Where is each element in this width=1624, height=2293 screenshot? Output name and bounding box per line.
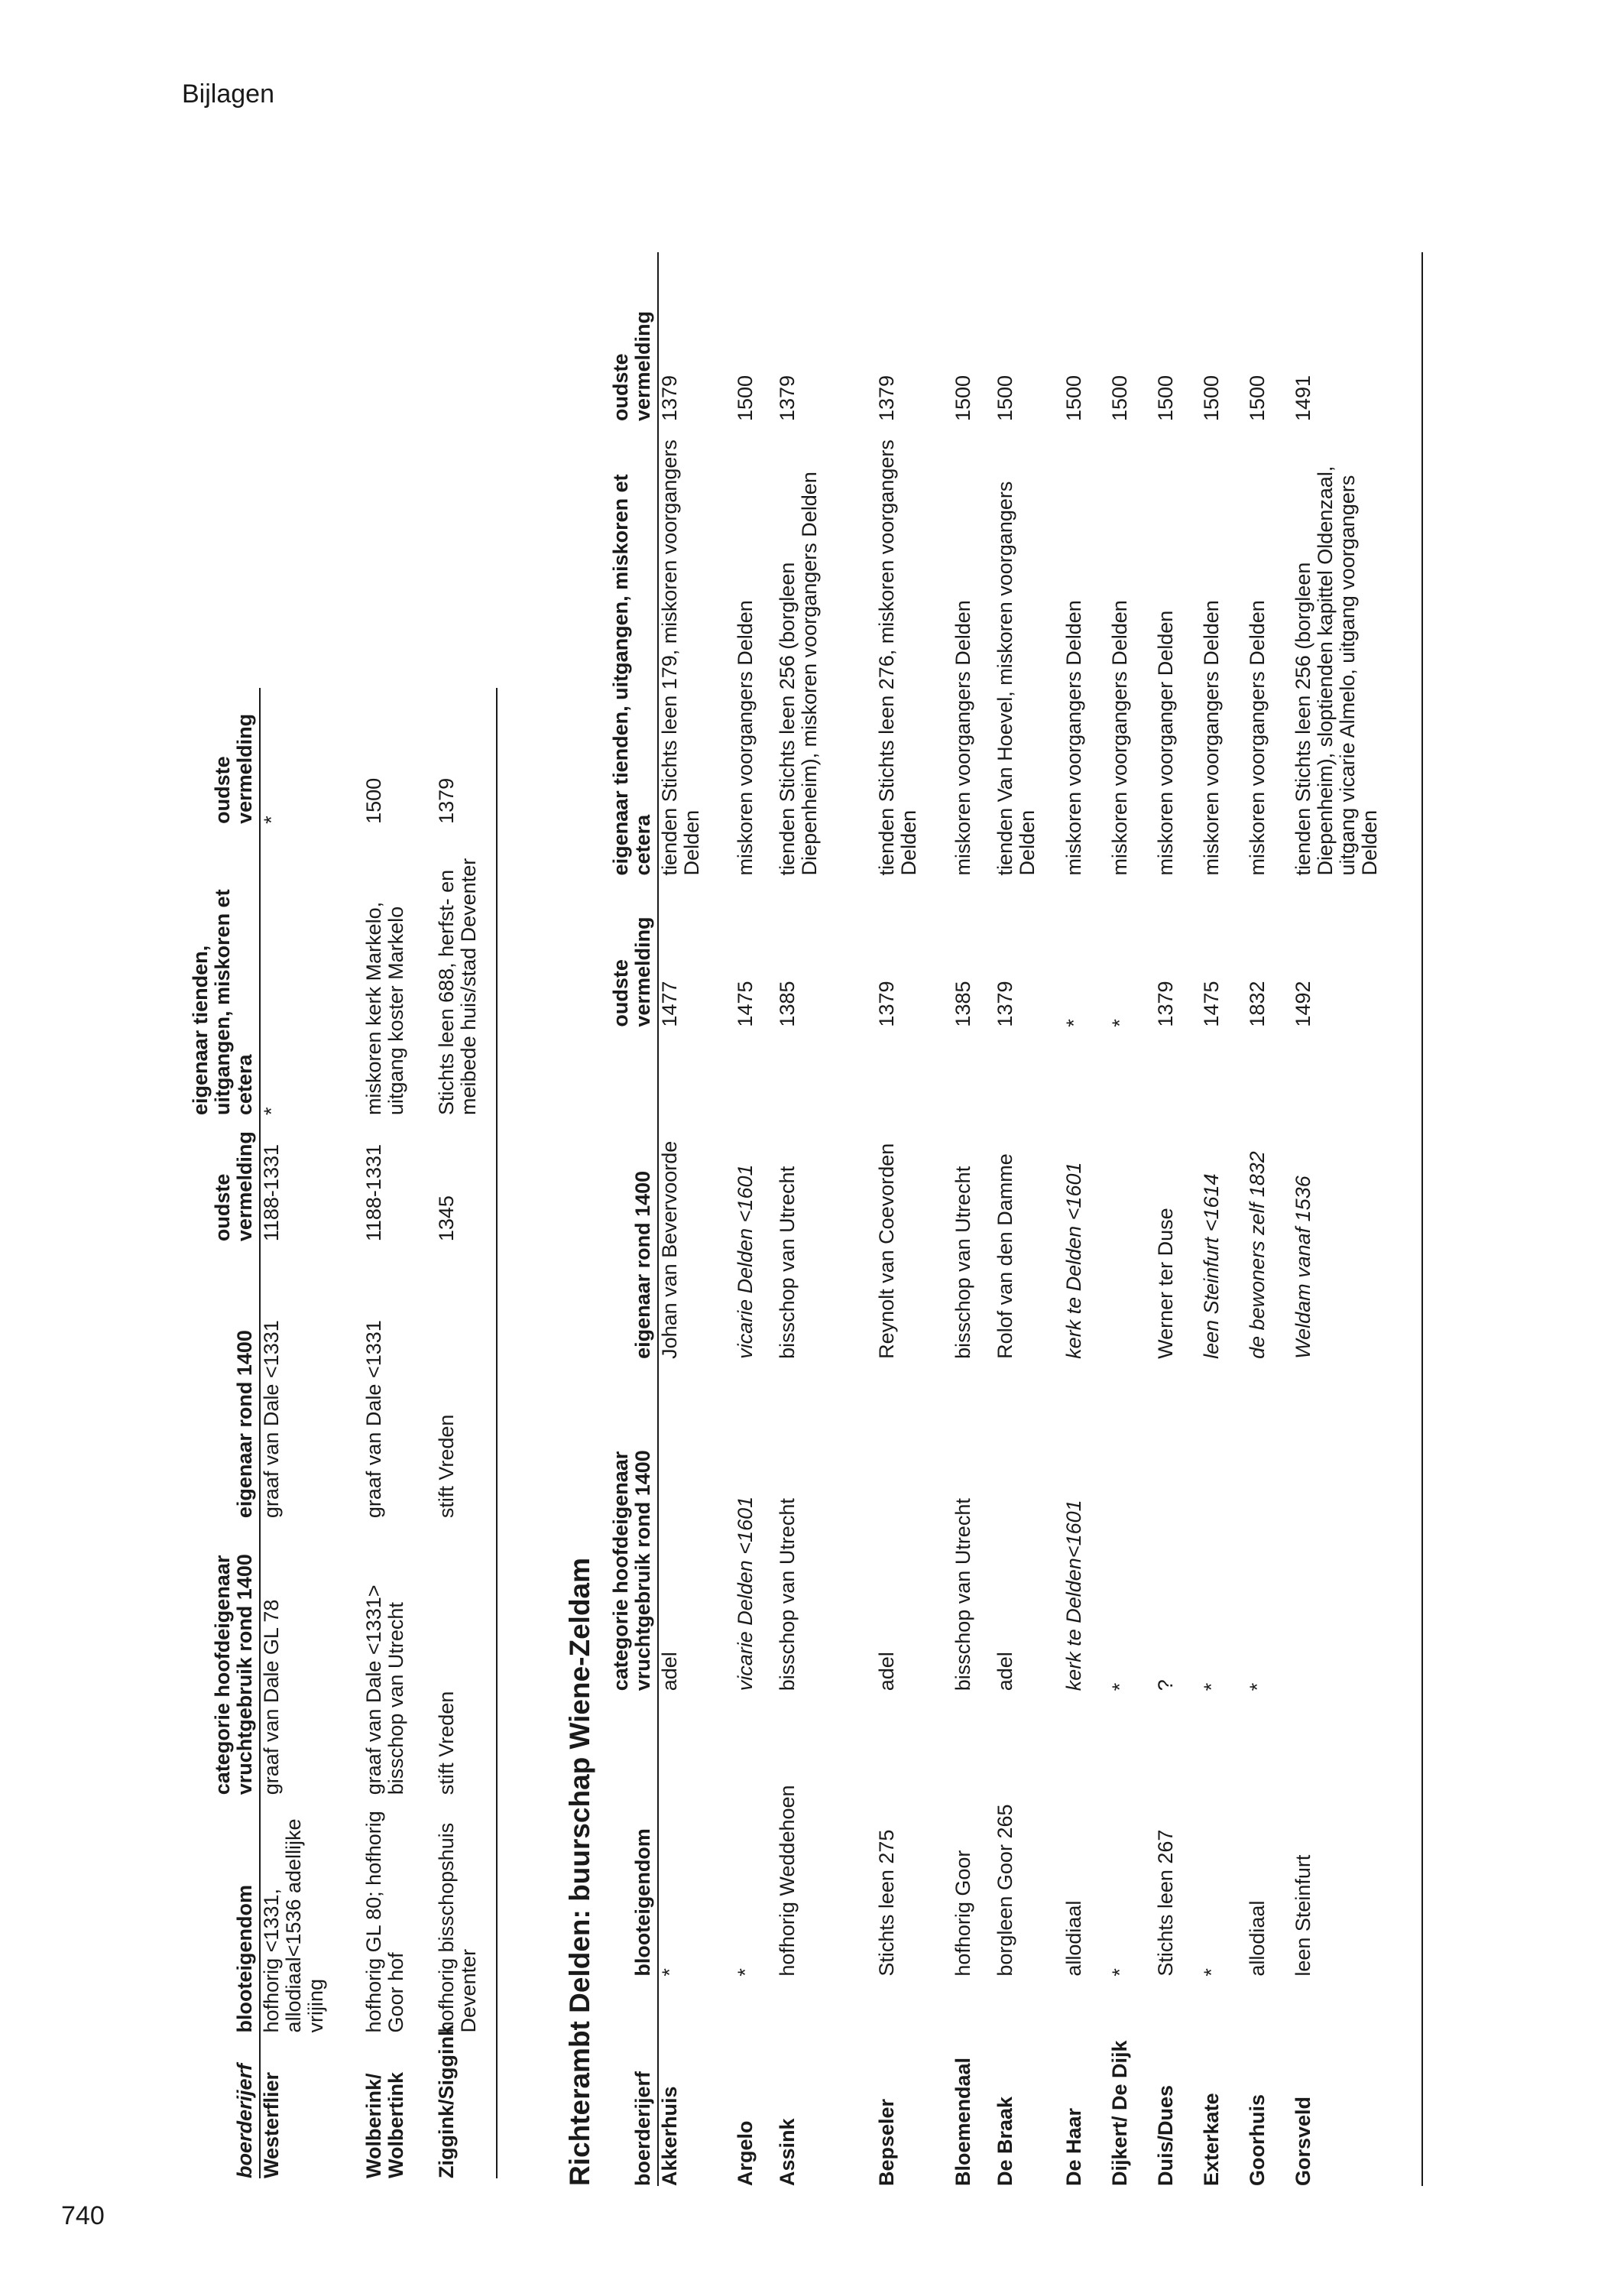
cell: stift Vreden — [435, 1414, 458, 1519]
table-row — [1063, 252, 1109, 2186]
cell: vicarie Delden <1601 — [734, 1496, 757, 1691]
cell: de bewoners zelf 1832 — [1246, 1151, 1269, 1359]
cell: bisschop van Utrecht — [776, 1498, 799, 1691]
cell-name: Assink — [776, 2118, 799, 2186]
cell: bisschop van Utrecht — [776, 1166, 799, 1359]
cell-name: De Braak — [994, 2096, 1016, 2186]
cell: allodiaal — [1246, 1900, 1269, 1977]
cell: 1379 — [1154, 981, 1177, 1027]
cell: ? — [1154, 1679, 1177, 1691]
cell: 1500 — [1108, 375, 1131, 422]
col-header-eigenaar: eigenaar rond 1400 — [631, 1170, 654, 1359]
cell: Rolof van den Damme — [994, 1153, 1016, 1359]
cell: 1477 — [658, 981, 681, 1027]
cell: miskoren voorgangers Delden — [1062, 600, 1085, 876]
cell: Stichts leen 688, herfst- en meibede huis/stad Deventer — [435, 858, 480, 1115]
cell: 1379 — [435, 777, 458, 824]
cell: tienden Stichts leen 256 (borgleen Diepenheim), sloptienden kapittel Oldenzaal, uitgang vicarie Almelo, uitgang voorgangers Delden — [1292, 465, 1381, 876]
cell: * — [734, 1968, 757, 1977]
cell: Reynolt van Coevorden — [875, 1143, 898, 1359]
section-title: Richterambt Delden: buurschap Wiene-Zeldam — [564, 1557, 595, 2186]
cell: 1832 — [1246, 981, 1269, 1027]
table-row — [734, 252, 776, 2186]
cell-name: Dijkert/ De Dijk — [1108, 2040, 1131, 2186]
cell: * — [1062, 1019, 1085, 1027]
cell-name: Duis/Dues — [1154, 2084, 1177, 2186]
cell: borgleen Goor 265 — [994, 1804, 1016, 1977]
cell: graaf van Dale <1331 — [362, 1320, 385, 1519]
cell-name: Goorhuis — [1246, 2094, 1269, 2186]
table-row — [876, 252, 952, 2186]
cell: kerk te Delden<1601 — [1062, 1500, 1085, 1691]
cell: 1379 — [875, 375, 898, 422]
cell: bisschop van Utrecht — [951, 1498, 974, 1691]
cell: hofhorig <1331, allodiaal<1536 adellijke vrijing — [260, 1818, 327, 2033]
cell: allodiaal — [1062, 1900, 1085, 1977]
col-header-oudste-vermelding: oudste vermelding — [609, 916, 654, 1027]
cell: Weldam vanaf 1536 — [1292, 1176, 1314, 1359]
cell: 1385 — [776, 981, 799, 1027]
cell — [1109, 1027, 1155, 1359]
rotated-page-content — [182, 199, 1466, 2186]
col-header-boerderijerf: boerderijerf — [233, 2063, 256, 2178]
cell: 1188-1331 — [260, 1144, 283, 1242]
cell: 1379 — [776, 375, 799, 422]
cell-name: Akkerhuis — [658, 2086, 681, 2186]
cell: * — [1246, 1682, 1269, 1691]
table-row — [1109, 252, 1155, 2186]
cell-name: Ziggink/Siggink — [435, 2025, 458, 2178]
cell: Werner ter Duse — [1154, 1208, 1177, 1359]
table-header-row — [610, 252, 658, 2186]
cell: miskoren voorgangers Delden — [1108, 600, 1131, 876]
cell: 1188-1331 — [362, 1144, 385, 1242]
cell-name: Argelo — [734, 2120, 757, 2186]
table-header-row — [190, 688, 260, 2178]
cell: 1500 — [1200, 375, 1223, 422]
cell: 1500 — [1246, 375, 1269, 422]
col-header-oudste-vermelding-2: oudste vermelding — [609, 311, 654, 422]
cell: 1379 — [994, 981, 1016, 1027]
cell: adel — [658, 1652, 681, 1691]
cell: graaf van Dale GL 78 — [260, 1599, 283, 1795]
col-header-oudste-vermelding: oudste vermelding — [211, 1131, 256, 1242]
cell: tienden Van Hoevel, miskoren voorgangers Delden — [994, 481, 1039, 876]
cell: * — [1200, 1682, 1223, 1691]
cell: * — [1108, 1968, 1131, 1977]
cell: miskoren voorgangers Delden — [1246, 600, 1269, 876]
cell: miskoren voorgangers Delden — [1200, 600, 1223, 876]
table-row — [1201, 252, 1246, 2186]
cell: 1475 — [734, 981, 757, 1027]
table-wiene-zeldam — [610, 252, 1423, 2186]
cell: 1492 — [1292, 981, 1314, 1027]
cell: * — [1108, 1682, 1131, 1691]
table-row — [776, 252, 876, 2186]
col-header-oudste-vermelding-2: oudste vermelding — [211, 713, 256, 824]
cell: 1379 — [658, 375, 681, 422]
col-header-blooteigendom: blooteigendom — [631, 1828, 654, 1977]
cell-name: Exterkate — [1200, 2093, 1223, 2186]
col-header-eigenaar-tienden: eigenaar tienden, uitgangen, miskoren et cetera — [189, 889, 256, 1115]
cell: graaf van Dale <1331 — [260, 1320, 283, 1519]
cell-name: Wolberink/ Wolbertink — [362, 2071, 407, 2178]
running-header: Bijlagen — [182, 79, 274, 109]
cell: * — [260, 816, 283, 824]
cell: hofhorig Weddehoen — [776, 1785, 799, 1977]
cell: 1500 — [362, 777, 385, 824]
cell: 1475 — [1200, 981, 1223, 1027]
cell: * — [658, 1968, 681, 1977]
cell: 1379 — [875, 981, 898, 1027]
col-header-eigenaar: eigenaar rond 1400 — [233, 1330, 256, 1519]
cell: Stichts leen 275 — [875, 1829, 898, 1977]
table-row — [952, 252, 994, 2186]
table-row — [1246, 252, 1292, 2186]
cell: miskoren voorgangers Delden — [951, 600, 974, 876]
cell: kerk te Delden <1601 — [1062, 1162, 1085, 1359]
table-westerflier-group — [190, 688, 498, 2178]
cell: 1500 — [951, 375, 974, 422]
table-row — [436, 688, 497, 2178]
cell: adel — [994, 1652, 1016, 1691]
table-row — [260, 688, 363, 2178]
table-row — [363, 688, 436, 2178]
cell: miskoren voorgangers Delden — [734, 600, 757, 876]
cell: * — [260, 1107, 283, 1115]
col-header-blooteigendom: blooteigendom — [233, 1884, 256, 2033]
cell: Stichts leen 267 — [1154, 1829, 1177, 1977]
table-row — [994, 252, 1063, 2186]
cell: miskoren kerk Markelo, uitgang koster Markelo — [362, 901, 407, 1115]
cell: 1345 — [435, 1195, 458, 1242]
cell: * — [1108, 1019, 1131, 1027]
cell: leen Steinfurt — [1292, 1854, 1314, 1977]
cell: bisschop van Utrecht — [951, 1166, 974, 1359]
cell: hofhorig GL 80; hofhorig Goor hof — [362, 1811, 407, 2033]
cell: hofhorig bisschopshuis Deventer — [435, 1822, 480, 2033]
page-number: 740 — [61, 2201, 105, 2230]
cell: 1500 — [1062, 375, 1085, 422]
cell-name: Westerflier — [260, 2071, 283, 2178]
cell: vicarie Delden <1601 — [734, 1164, 757, 1359]
cell: 1385 — [951, 981, 974, 1027]
cell: 1491 — [1292, 375, 1314, 422]
cell: tienden Stichts leen 276, miskoren voorgangers Delden — [875, 439, 920, 876]
cell-name: Bepseler — [875, 2098, 898, 2186]
cell-name: Bloemendaal — [951, 2057, 974, 2186]
cell: tienden Stichts leen 256 (borgleen Diepenheim), miskoren voorgangers Delden — [776, 472, 821, 876]
cell: adel — [875, 1652, 898, 1691]
table-row — [1292, 252, 1422, 2186]
col-header-categorie: categorie hoofdeigenaar vruchtgebruik rond 1400 — [211, 1554, 256, 1795]
cell: 1500 — [1154, 375, 1177, 422]
cell: graaf van Dale <1331> bisschop van Utrecht — [362, 1584, 407, 1795]
cell: miskoren voorganger Delden — [1154, 610, 1177, 876]
cell: 1500 — [994, 375, 1016, 422]
cell-name: Gorsveld — [1292, 2096, 1314, 2186]
table-row — [1155, 252, 1201, 2186]
col-header-categorie: categorie hoofdeigenaar vruchtgebruik rond 1400 — [609, 1450, 654, 1691]
cell-name: De Haar — [1062, 2107, 1085, 2186]
cell: Johan van Bevervoorde — [658, 1140, 681, 1359]
table-row — [658, 252, 734, 2186]
cell: * — [1200, 1968, 1223, 1977]
cell: tienden Stichts leen 179, miskoren voorgangers Delden — [658, 439, 703, 876]
cell: 1500 — [734, 375, 757, 422]
cell — [1292, 1359, 1422, 1691]
col-header-boerderijerf: boerderijerf — [631, 2071, 654, 2186]
cell: leen Steinfurt <1614 — [1200, 1173, 1223, 1359]
cell: stift Vreden — [435, 1691, 458, 1795]
cell: hofhorig Goor — [951, 1850, 974, 1977]
col-header-eigenaar-tienden: eigenaar tienden, uitgangen, miskoren et cetera — [609, 474, 654, 876]
